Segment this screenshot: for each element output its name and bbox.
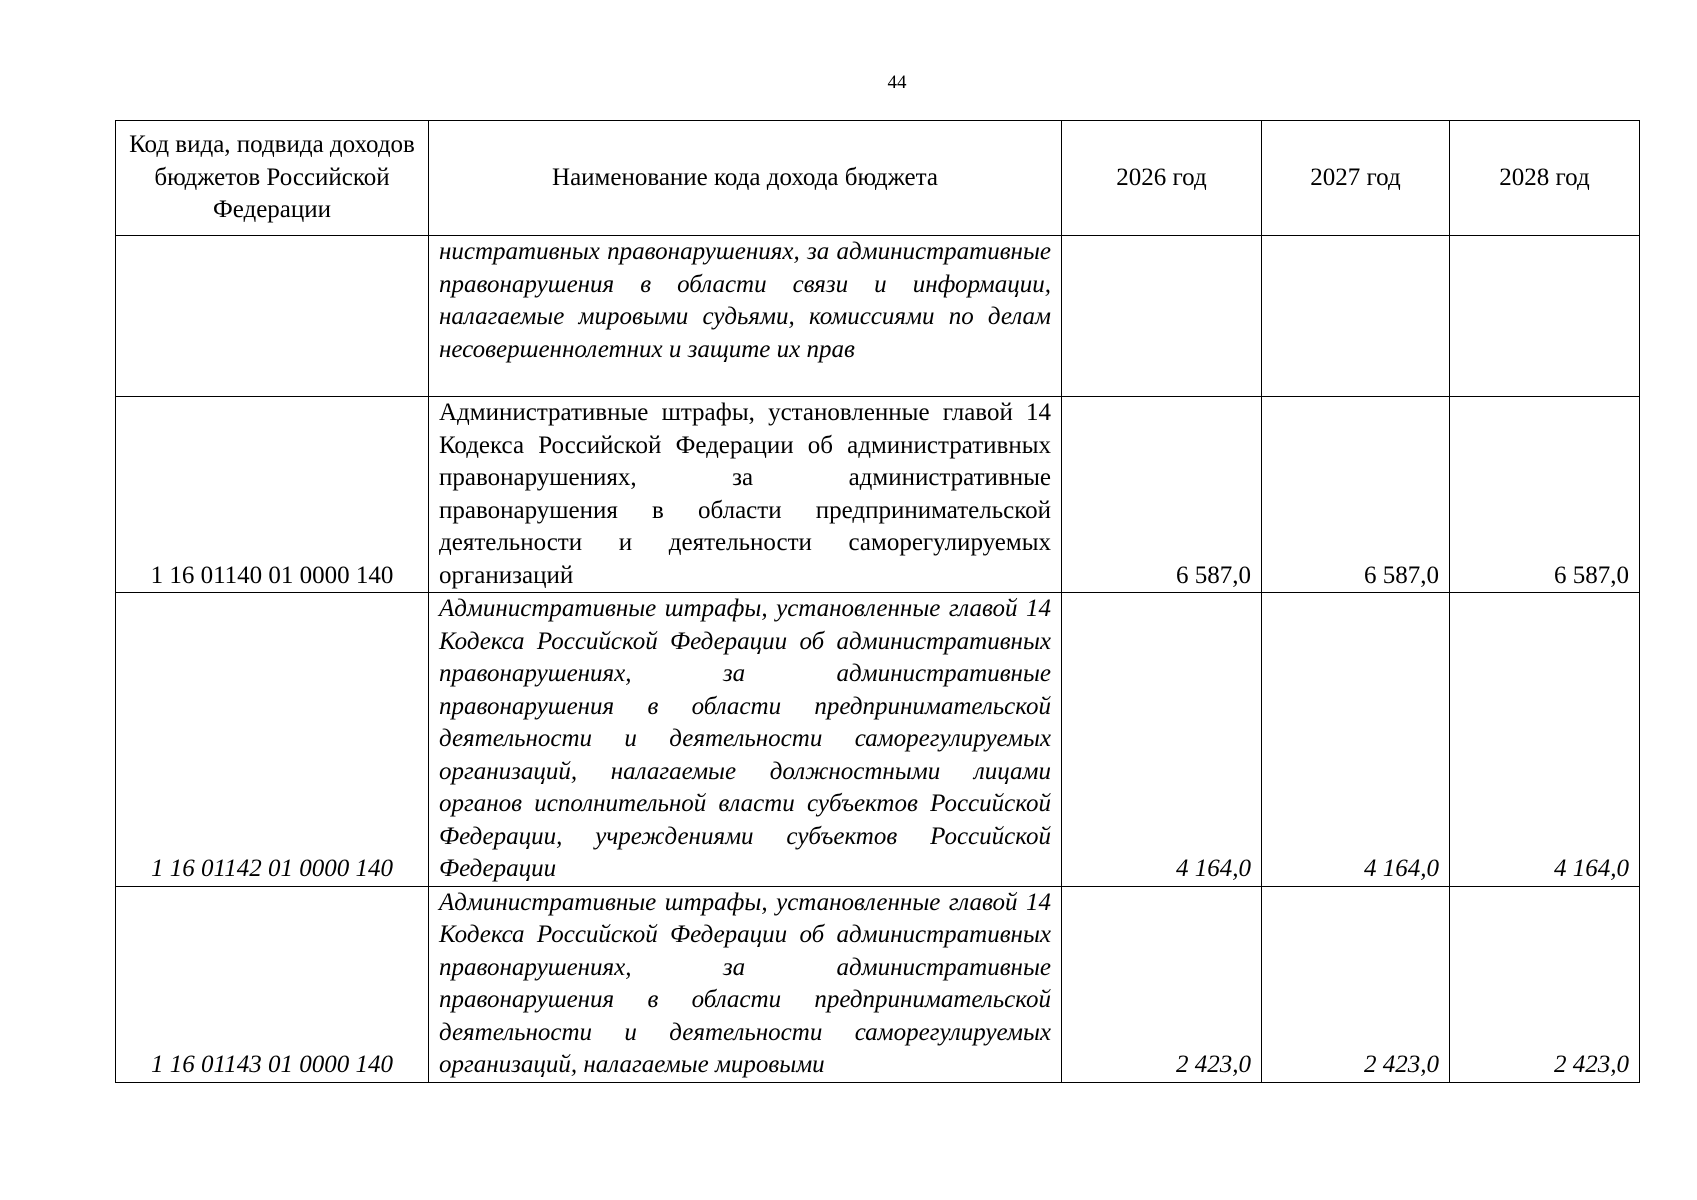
table-row	[116, 886, 1640, 1082]
row-value-2026: 2 423,0	[1062, 886, 1262, 1082]
row-name: Административные штрафы, установленные главой 14 Кодекса Российской Федерации об административных правонарушениях, за административные правонарушения в области предпринимательской деятельности и деятельности саморегулируемых организаций	[429, 397, 1062, 593]
row-value-2027: 6 587,0	[1262, 397, 1450, 593]
table-row	[116, 593, 1640, 887]
row-code: 1 16 01140 01 0000 140	[116, 397, 429, 593]
row-name: Административные штрафы, установленные главой 14 Кодекса Российской Федерации об административных правонарушениях, за административные правонарушения в области предпринимательской деятельности и деятельности саморегулируемых организаций, налагаемые мировыми	[429, 886, 1062, 1082]
row-value-2028	[1450, 236, 1640, 397]
row-code: 1 16 01142 01 0000 140	[116, 593, 429, 887]
row-code: 1 16 01143 01 0000 140	[116, 886, 429, 1082]
row-value-2026: 6 587,0	[1062, 397, 1262, 593]
header-2026: 2026 год	[1062, 121, 1262, 236]
row-name: нистративных правонарушениях, за административные правонарушения в области связи и информации, налагаемые мировыми судьями, комиссиями по делам несовершеннолетних и защите их прав	[429, 236, 1062, 397]
row-name: Административные штрафы, установленные главой 14 Кодекса Российской Федерации об административных правонарушениях, за административные правонарушения в области предпринимательской деятельности и деятельности саморегулируемых организаций, налагаемые должностными лицами органов исполнительной власти субъектов Российской Федерации, учреждениями субъектов Российской Федерации	[429, 593, 1062, 887]
table-row	[116, 397, 1640, 593]
header-2027: 2027 год	[1262, 121, 1450, 236]
header-name: Наименование кода дохода бюджета	[429, 121, 1062, 236]
row-value-2028: 6 587,0	[1450, 397, 1640, 593]
header-code: Код вида, подвида доходов бюджетов Российской Федерации	[116, 121, 429, 236]
row-value-2027: 2 423,0	[1262, 886, 1450, 1082]
row-value-2027: 4 164,0	[1262, 593, 1450, 887]
header-row	[116, 121, 1640, 236]
row-value-2028: 4 164,0	[1450, 593, 1640, 887]
revenue-table	[115, 120, 1640, 1083]
row-value-2026	[1062, 236, 1262, 397]
row-value-2026: 4 164,0	[1062, 593, 1262, 887]
page-number: 44	[887, 72, 907, 93]
row-value-2027	[1262, 236, 1450, 397]
header-2028: 2028 год	[1450, 121, 1640, 236]
row-code	[116, 236, 429, 397]
row-value-2028: 2 423,0	[1450, 886, 1640, 1082]
table-row	[116, 236, 1640, 397]
